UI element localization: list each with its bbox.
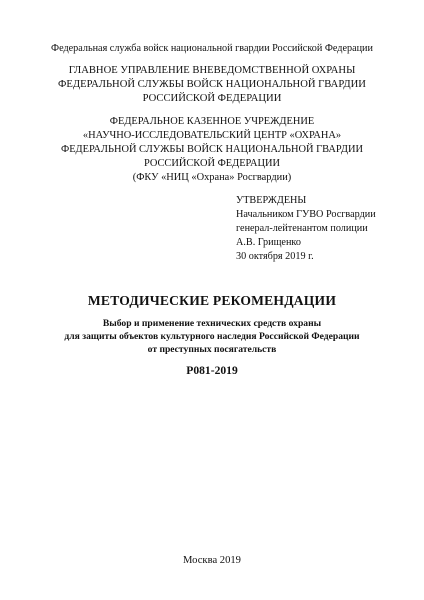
institution-line-1: ФЕДЕРАЛЬНОЕ КАЗЕННОЕ УЧРЕЖДЕНИЕ xyxy=(109,116,315,127)
directorate-line-3: РОССИЙСКОЙ ФЕДЕРАЦИИ xyxy=(142,93,282,104)
directorate-line-1: ГЛАВНОЕ УПРАВЛЕНИЕ ВНЕВЕДОМСТВЕННОЙ ОХРАНЫ xyxy=(68,65,356,76)
directorate-line-2: ФЕДЕРАЛЬНОЙ СЛУЖБЫ ВОЙСК НАЦИОНАЛЬНОЙ ГВАРДИИ xyxy=(58,79,366,90)
document-subtitle-line-2: для защиты объектов культурного наследия Российской Федерации xyxy=(64,331,360,342)
institution-line-5: (ФКУ «НИЦ «Охрана» Росгвардии) xyxy=(132,172,292,183)
approval-heading: УТВЕРЖДЕНЫ xyxy=(236,195,307,206)
approval-name: А.В. Грищенко xyxy=(236,237,301,248)
institution-line-2: «НАУЧНО-ИССЛЕДОВАТЕЛЬСКИЙ ЦЕНТР «ОХРАНА» xyxy=(82,130,342,141)
city-year: Москва 2019 xyxy=(183,555,241,566)
document-subtitle-line-3: от преступных посягательств xyxy=(147,344,277,355)
document-code: Р081-2019 xyxy=(186,364,238,377)
approval-date: 30 октября 2019 г. xyxy=(236,251,314,262)
approval-position: Начальником ГУВО Росгвардии xyxy=(236,209,376,220)
service-name: Федеральная служба войск национальной гвардии Российской Федерации xyxy=(51,43,373,54)
approval-rank: генерал-лейтенантом полиции xyxy=(236,223,368,234)
document-title: МЕТОДИЧЕСКИЕ РЕКОМЕНДАЦИИ xyxy=(87,293,337,308)
institution-line-4: РОССИЙСКОЙ ФЕДЕРАЦИИ xyxy=(143,158,281,169)
institution-line-3: ФЕДЕРАЛЬНОЙ СЛУЖБЫ ВОЙСК НАЦИОНАЛЬНОЙ ГВАРДИИ xyxy=(60,144,363,155)
document-subtitle-line-1: Выбор и применение технических средств охраны xyxy=(102,318,322,329)
